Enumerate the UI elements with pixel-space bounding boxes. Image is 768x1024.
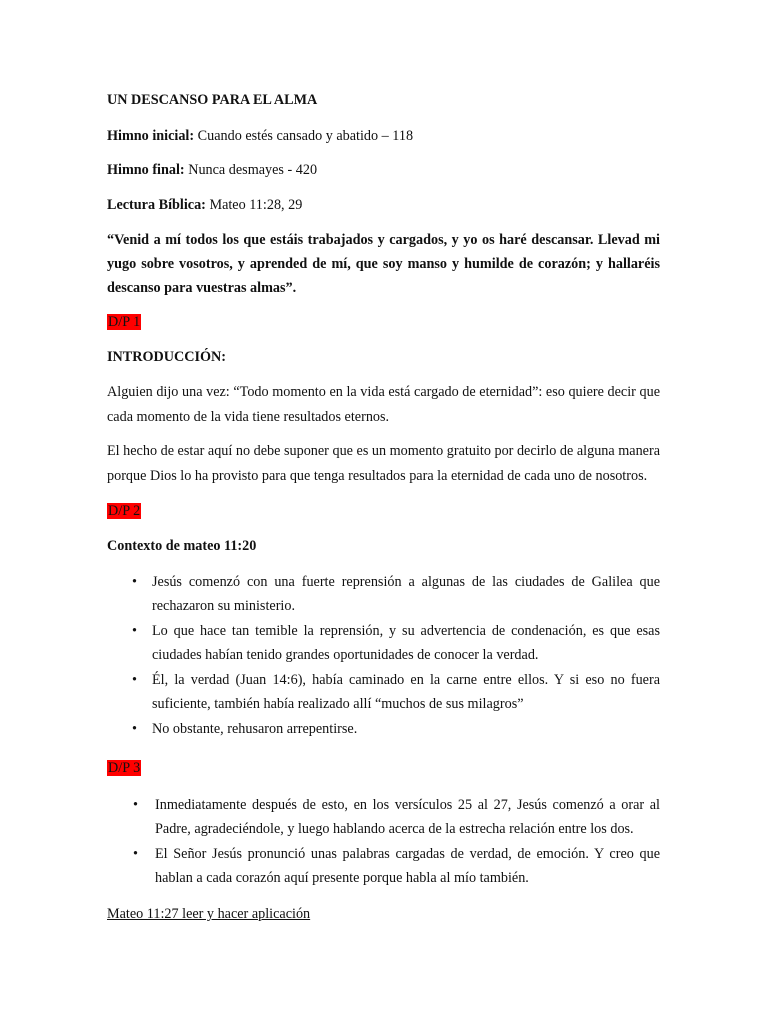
list-item: [107, 793, 660, 841]
himno-inicial: [107, 127, 660, 145]
mateo-reference-text: Mateo 11:27 leer y hacer aplicación: [107, 906, 311, 922]
himno-inicial-value: Cuando estés cansado y abatido – 118: [194, 128, 414, 144]
list-item-text: No obstante, rehusaron arrepentirse.: [152, 721, 358, 737]
list-item: [107, 842, 660, 890]
dp3-marker: [107, 760, 660, 777]
bullet-icon: •: [133, 846, 138, 862]
lectura-biblica: [107, 196, 660, 214]
dp3-list: [107, 793, 660, 891]
himno-inicial-label: Himno inicial:: [107, 128, 195, 144]
mateo-reference: [107, 906, 660, 923]
list-item: [107, 570, 660, 618]
contexto-list: [107, 570, 660, 742]
intro-paragraph-1: Alguien dijo una vez: “Todo momento en la vida está cargado de eternidad”: eso quiere decir que cada momento de la vida tiene resultados eternos.: [107, 384, 660, 425]
dp1-tag: D/P 1: [108, 314, 141, 330]
lectura-biblica-value: Mateo 11:28, 29: [205, 197, 303, 213]
list-item-text: Jesús comenzó con una fuerte reprensión a algunas de las ciudades de Galilea que rechazaron su ministerio.: [152, 574, 660, 614]
intro-heading: INTRODUCCIÓN:: [107, 349, 227, 365]
bullet-icon: •: [132, 623, 137, 639]
intro-paragraph-2: El hecho de estar aquí no debe suponer que es un momento gratuito por decirlo de alguna manera porque Dios lo ha provisto para que tenga resultados para la eternidad de cada uno de nosotros.: [107, 443, 660, 484]
himno-final-label: Himno final:: [107, 162, 185, 178]
contexto-heading: Contexto de mateo 11:20: [107, 538, 257, 554]
dp1-marker: [107, 314, 660, 331]
bible-verse: “Venid a mí todos los que estáis trabajados y cargados, y yo os haré descansar. Llevad mi yugo sobre vosotros, y aprended de mí, que soy manso y humilde de corazón; y hallaréis descanso para vuestras almas”.: [107, 232, 660, 296]
list-item: [107, 668, 660, 716]
list-item: [107, 619, 660, 667]
document-title: UN DESCANSO PARA EL ALMA: [107, 92, 318, 108]
bullet-icon: •: [132, 721, 137, 737]
list-item-text: Él, la verdad (Juan 14:6), había caminado en la carne entre ellos. Y si eso no fuera suficiente, también había realizado allí “muchos de sus milagros”: [152, 672, 660, 712]
list-item-text: Lo que hace tan temible la reprensión, y su advertencia de condenación, es que esas ciudades habían tenido grandes oportunidades de conocer la verdad.: [152, 623, 660, 663]
bullet-icon: •: [132, 574, 137, 590]
dp3-tag: D/P 3: [108, 760, 141, 776]
list-item: [107, 717, 660, 741]
bullet-icon: •: [133, 797, 138, 813]
himno-final: [107, 161, 660, 179]
dp2-tag: D/P 2: [108, 503, 141, 519]
list-item-text: El Señor Jesús pronunció unas palabras cargadas de verdad, de emoción. Y creo que hablan a cada corazón aquí presente porque habla al mío también.: [155, 846, 660, 886]
bullet-icon: •: [132, 672, 137, 688]
dp2-marker: [107, 503, 660, 520]
himno-final-value: Nunca desmayes - 420: [184, 162, 318, 178]
list-item-text: Inmediatamente después de esto, en los versículos 25 al 27, Jesús comenzó a orar al Padre, agradeciéndole, y luego hablando acerca de la estrecha relación entre los dos.: [155, 797, 660, 837]
lectura-biblica-label: Lectura Bíblica:: [107, 197, 206, 213]
